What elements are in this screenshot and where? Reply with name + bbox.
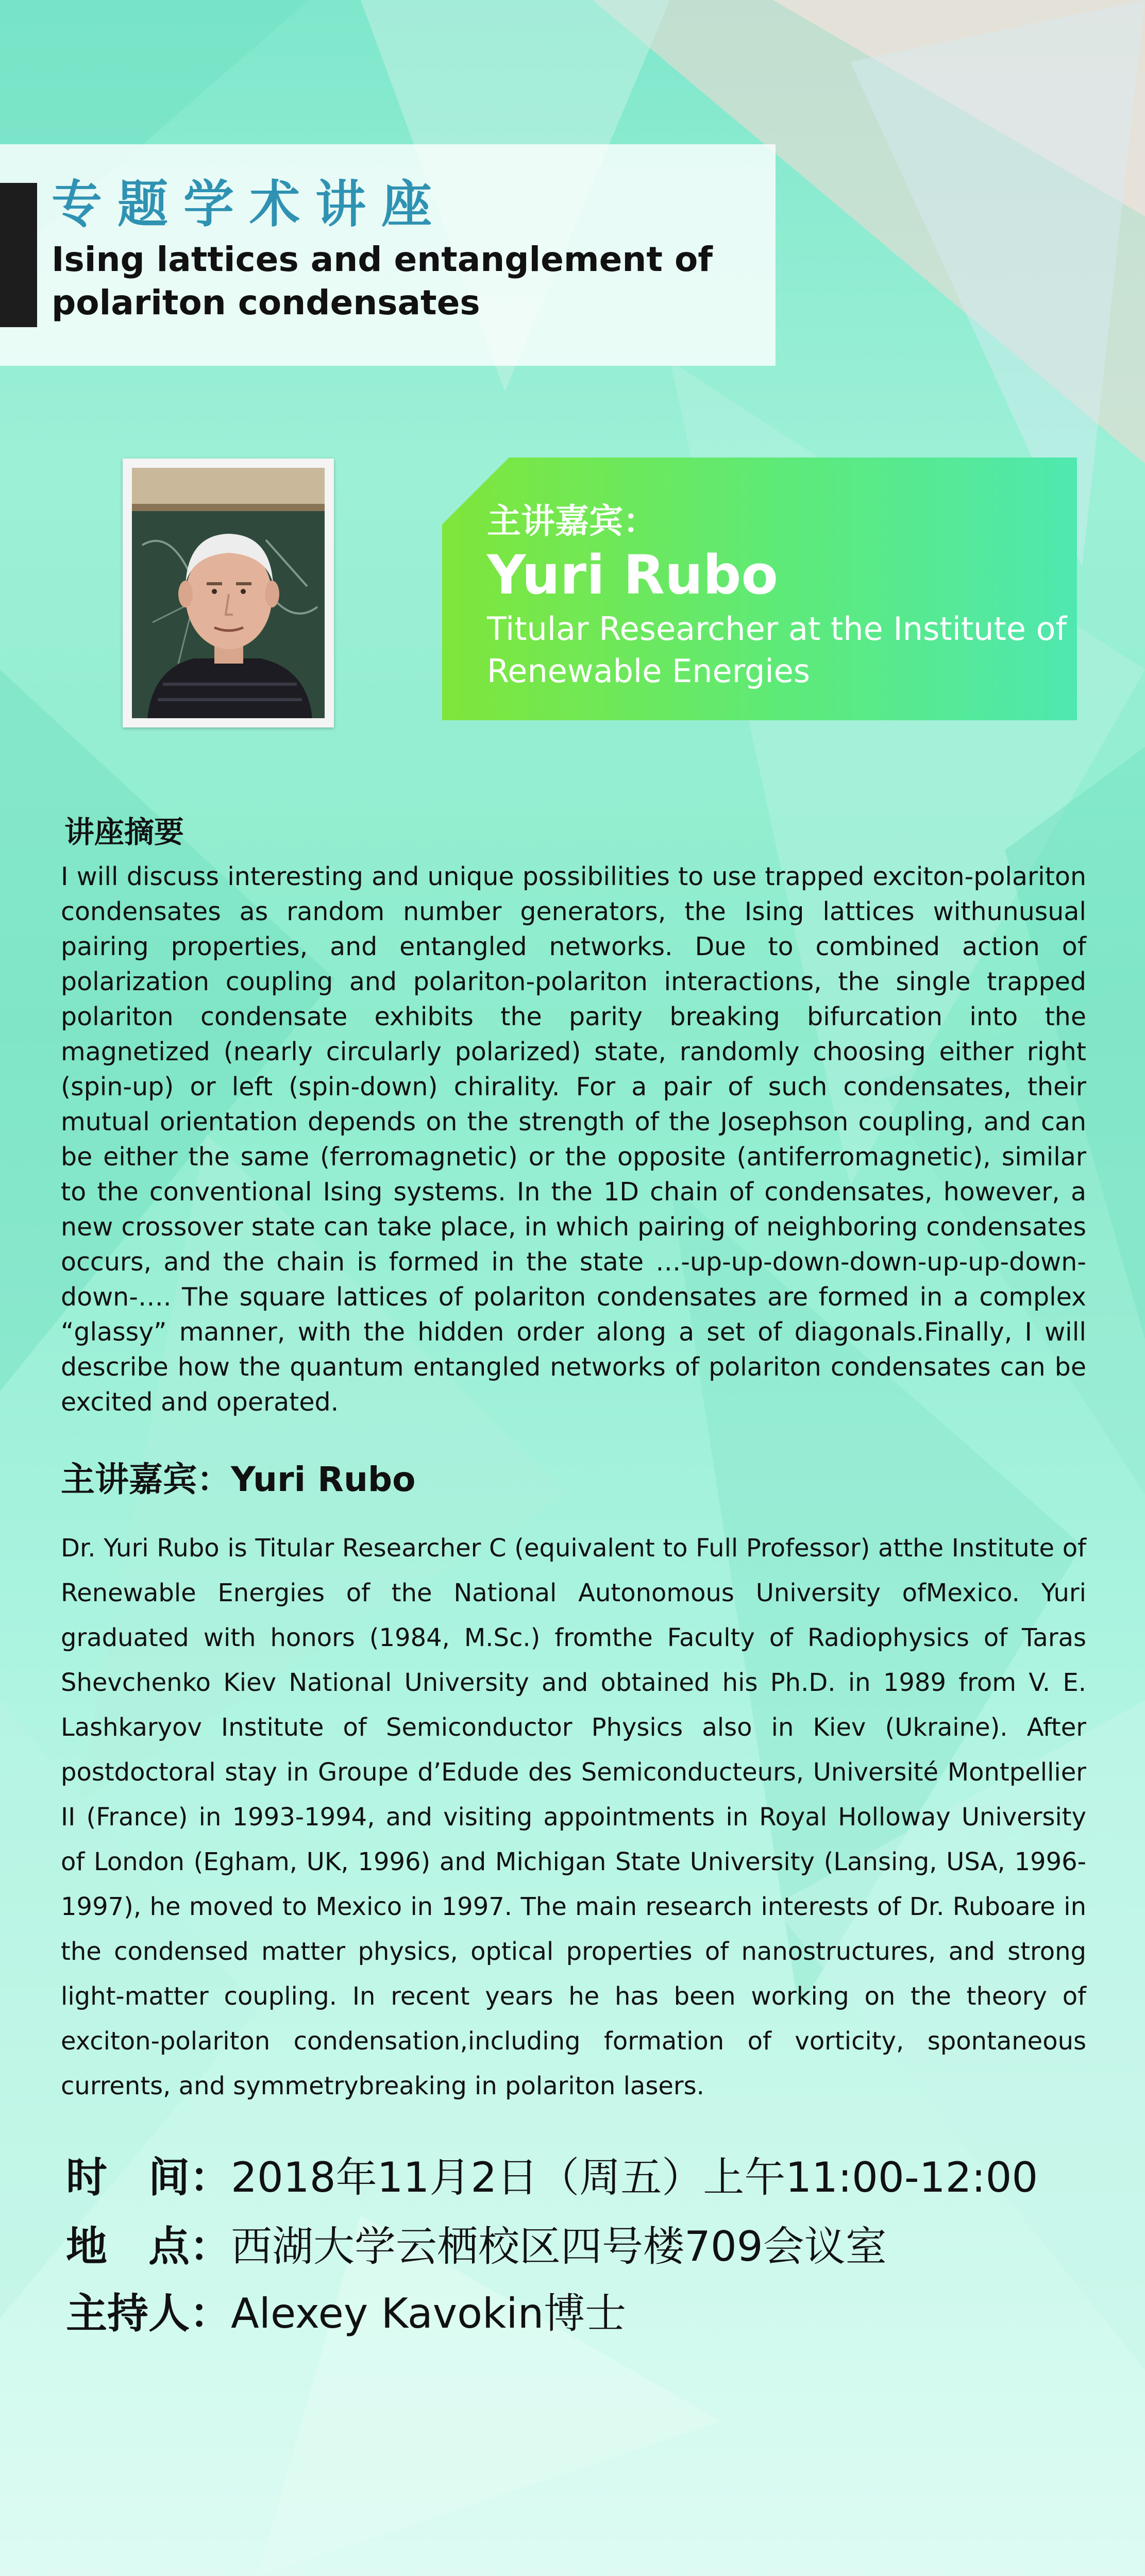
header-accent-bar [0, 183, 37, 327]
event-time-value: 2018年11月2日（周五）上午11:00-12:00 [231, 2154, 1038, 2201]
speaker-card-name: Yuri Rubo [487, 544, 778, 606]
event-host-row [66, 2280, 626, 2340]
speaker-photo [132, 468, 325, 718]
speaker-card-title: Titular Researcher at the Institute of Renewable Energies [487, 610, 1067, 690]
abstract-text: I will discuss interesting and unique possibilities to use trapped exciton-polariton condensates as random number generators, the Ising lattices withunusual pairing properties, and entangled networks. Due to combined action of polarization coupling and polariton-polariton interactions, the single trapped polariton condensate exhibits the parity breaking bifurcation into the magnetized (nearly circularly polarized) state, randomly choosing either right (spin-up) or left (spin-down) chirality. For a pair of such condensates, their mutual orientation depends on the strength of the Josephson coupling, and can be either the same (ferromagnetic) or the opposite (antiferromagnetic), similar to the conventional Ising systems. In the 1D chain of condensates, however, a new crossover state can take place, in which pairing of neighboring condensates occurs, and the chain is formed in the state …-up-up-down-down-up-up-down-down-…. The square lattices of polariton condensates are formed in a complex “glassy” manner, with the hidden order along a set of diagonals.Finally, I will describe how the quantum entangled networks of polariton condensates can be excited and operated. [61, 862, 1086, 1417]
event-time-label: 时 间： [66, 2154, 231, 2201]
bio-heading: 主讲嘉宾：Yuri Rubo [61, 1460, 416, 1499]
event-place-label: 地 点： [66, 2223, 231, 2270]
abstract-heading: 讲座摘要 [64, 815, 184, 850]
lecture-title: Ising lattices and entanglement of polariton condensates [52, 240, 713, 323]
event-time-row [66, 2144, 1038, 2204]
event-host-value: Alexey Kavokin博士 [231, 2290, 627, 2337]
event-place-value: 西湖大学云栖校区四号楼709会议室 [231, 2223, 887, 2270]
bio-text: Dr. Yuri Rubo is Titular Researcher C (equivalent to Full Professor) atthe Institute of Renewable Energies of the National Autonomous University ofMexico. Yuri graduated with honors (1984, M.Sc.) fromthe Faculty of Radiophysics of Taras Shevchenko Kiev National University and obtained his Ph.D. in 1989 from V. E. Lashkaryov Institute of Semiconductor Physics also in Kiev (Ukraine). After postdoctoral stay in Groupe d’Edude des Semiconducteurs, Université Montpellier II (France) in 1993-1994, and visiting appointments in Royal Holloway University of London (Egham, UK, 1996) and Michigan State University (Lansing, USA, 1996-1997), he moved to Mexico in 1997. The main research interests of Dr. Ruboare in the condensed matter physics, optical properties of nanostructures, and strong light-matter coupling. In recent years he has been working on the theory of exciton-polariton condensation,including formation of vorticity, spontaneous currents, and symmetrybreaking in polariton lasers. [61, 1534, 1086, 2100]
lecture-series-title: 专题学术讲座 [52, 175, 448, 234]
event-place-row [66, 2213, 887, 2273]
event-host-label: 主持人： [66, 2290, 231, 2337]
speaker-card-label: 主讲嘉宾： [487, 501, 657, 541]
speaker-photo-frame [123, 459, 334, 727]
